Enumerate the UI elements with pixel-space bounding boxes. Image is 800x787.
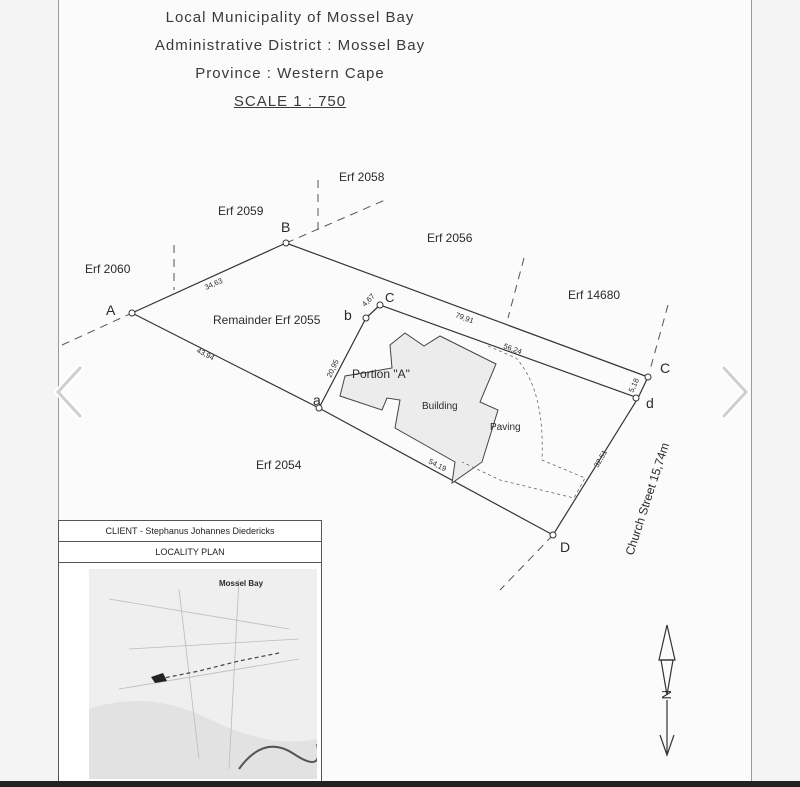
- north-label: N: [659, 690, 674, 700]
- dim-ba-vert: 20,95: [324, 358, 341, 379]
- dashed-boundary-left: [62, 313, 132, 345]
- corner-marker-d: [633, 395, 639, 401]
- building-footprint: [340, 333, 498, 483]
- erf-2054-label: Erf 2054: [256, 458, 302, 472]
- locality-plan-title: LOCALITY PLAN: [59, 542, 321, 563]
- paving-label: Paving: [490, 422, 521, 433]
- locality-town-label: Mossel Bay: [219, 579, 264, 588]
- dim-portion-top: 56,24: [502, 341, 524, 357]
- corner-marker-D: [550, 532, 556, 538]
- dim-bc: 4,67: [360, 291, 377, 309]
- corner-marker-c: [377, 302, 383, 308]
- scale-label: SCALE 1 : 750: [233, 93, 347, 110]
- locality-plan-inset: [58, 520, 322, 784]
- dim-right-side: 32,51: [591, 448, 610, 469]
- locality-map: [89, 569, 317, 779]
- bottom-bar: [0, 781, 800, 787]
- erf-14680-label: Erf 14680: [568, 288, 621, 302]
- dim-left-lower: 43,94: [195, 345, 216, 363]
- district-title: Administrative District : Mossel Bay: [154, 37, 426, 54]
- point-d-label: d: [646, 395, 654, 411]
- point-c-label: C: [385, 290, 395, 305]
- erf-2058-label: Erf 2058: [339, 170, 385, 184]
- chevron-left-icon: [48, 362, 92, 422]
- client-label: CLIENT - Stephanus Johannes Diedericks: [59, 521, 321, 542]
- point-A-label: A: [106, 302, 116, 318]
- church-street-label: Church Street 15,74m: [622, 440, 673, 557]
- erf-2060-label: Erf 2060: [85, 262, 131, 276]
- portion-a-label: Portion "A": [352, 367, 410, 381]
- erf-2056-label: Erf 2056: [427, 231, 473, 245]
- dim-cd-right: 5,18: [626, 376, 641, 394]
- dashed-boundary-d: [500, 535, 553, 590]
- corner-marker-C: [645, 374, 651, 380]
- point-C-label: C: [660, 360, 671, 376]
- next-image-button[interactable]: [712, 362, 756, 422]
- corner-marker-A: [129, 310, 135, 316]
- dashed-boundary-2056: [508, 258, 524, 318]
- dim-ab: 34,63: [203, 275, 224, 292]
- dim-top: 79,91: [454, 310, 476, 326]
- corner-marker-B: [283, 240, 289, 246]
- remainder-erf-label: Remainder Erf 2055: [213, 313, 321, 327]
- erf-2059-label: Erf 2059: [218, 204, 264, 218]
- point-b-label: b: [344, 307, 352, 323]
- corner-marker-b: [363, 315, 369, 321]
- point-a-label: a: [313, 392, 321, 408]
- chevron-right-icon: [712, 362, 756, 422]
- dashed-boundary-b: [286, 200, 385, 243]
- municipality-title: Local Municipality of Mossel Bay: [165, 9, 415, 26]
- point-D-label: D: [560, 539, 571, 555]
- building-label: Building: [422, 401, 458, 412]
- point-B-label: B: [281, 219, 291, 235]
- previous-image-button[interactable]: [48, 362, 92, 422]
- dim-bottom: 54,19: [427, 456, 448, 474]
- province-title: Province : Western Cape: [195, 65, 385, 82]
